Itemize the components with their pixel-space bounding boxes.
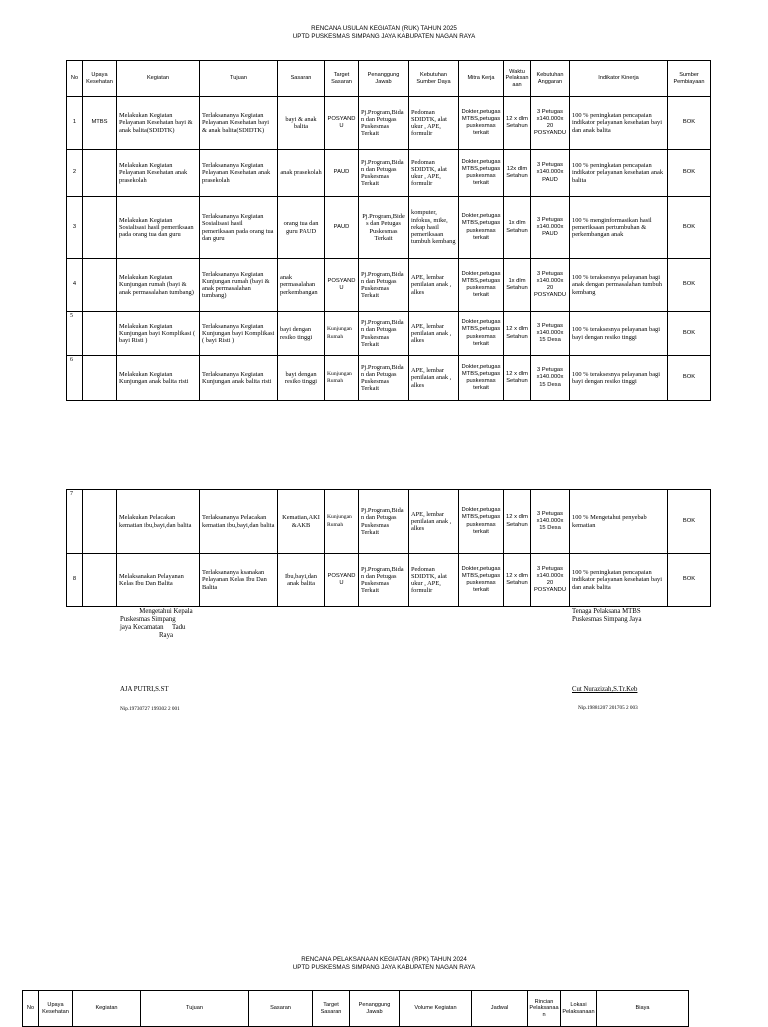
cell-mitra: Dokter,petugas MTBS,petugas puskesmas terkait [459, 97, 504, 150]
cell-kegiatan: Melakukan Kegiatan Sosialisasi hasil pemeriksaan pada orang tua dan guru [117, 197, 200, 259]
cell-anggaran: 3 Petugas x140.000x PAUD [531, 150, 570, 197]
cell-anggaran: 3 Petugas x140.000x PAUD [531, 197, 570, 259]
header-pembiayaan: Sumber Pembiayaan [668, 61, 711, 97]
cell-tujuan: Terlaksananya Pelacakan kematian ibu,bayi,dan balita [200, 490, 278, 554]
signature-left-name: AJA PUTRI,S.ST [120, 686, 169, 693]
header-target: Target Sasaran [325, 61, 359, 97]
cell-kegiatan: Melakukan Kegiatan Kunjungan rumah (bayi & anak permasalahan tumbang) [117, 259, 200, 312]
cell-upaya [83, 554, 117, 607]
rpk-header-kegiatan: Kegiatan [73, 991, 141, 1027]
cell-sasaran: bayi & anak balita [278, 97, 325, 150]
cell-upaya [83, 150, 117, 197]
cell-target: Kunjungan Rumah [325, 312, 359, 356]
rpk-header-jadwal: Jadwal [472, 991, 528, 1027]
ruk-header-row [67, 61, 711, 97]
header-kegiatan: Kegiatan [117, 61, 200, 97]
cell-pembiayaan: BOK [668, 197, 711, 259]
cell-upaya [83, 490, 117, 554]
cell-sasaran: bayi dengan resiko tinggi [278, 356, 325, 401]
rpk-header-upaya: Upaya Kesehatan [39, 991, 73, 1027]
signature-right-name: Cut Nurazizah,S.Tr.Keb [572, 686, 638, 693]
cell-anggaran: 3 Petugas x140.000x 15 Desa [531, 356, 570, 401]
signature-right-line2: Puskesmas Simpang Jaya [572, 616, 642, 623]
header-pj: Penanggung Jawab [359, 61, 409, 97]
signature-left-line3: jaya Kecamatan Tadu [120, 624, 186, 631]
table-row [67, 312, 711, 356]
ruk-table-continued [66, 489, 711, 607]
cell-upaya [83, 259, 117, 312]
signature-left-nip: Nip.19730727 199302 2 001 [120, 706, 180, 712]
cell-sasaran: anak prasekolah [278, 150, 325, 197]
cell-indikator: 100 % teraksesnya pelayanan bagi bayi dengan resiko tinggi [570, 312, 668, 356]
signature-left-line2: Puskesmas Simpang [120, 616, 176, 623]
cell-kegiatan: Melaksanakan Pelayanan Kelas Ibu Dan Balita [117, 554, 200, 607]
cell-no: 8 [67, 554, 83, 607]
cell-anggaran: 3 Petugas x140.000x 15 Desa [531, 490, 570, 554]
signature-left-line4: Raya [159, 632, 173, 639]
rpk-title-line2: UPTD PUSKESMAS SIMPANG JAYA KABUPATEN NAGAN RAYA [292, 964, 476, 971]
cell-mitra: Dokter,petugas MTBS,petugas puskesmas terkait [459, 312, 504, 356]
cell-pembiayaan: BOK [668, 312, 711, 356]
rpk-title-line1: RENCANA PELAKSANAAN KEGIATAN (RPK) TAHUN 2024 [301, 956, 467, 963]
cell-pj: Pj.Program,Bidan dan Petugas Puskesmas Terkait [359, 259, 409, 312]
cell-pj: Pj.Program,Bides dan Petugas Puskesmas Terkait [359, 197, 409, 259]
cell-upaya [83, 356, 117, 401]
cell-waktu: 1x dlm Setahun [504, 197, 531, 259]
cell-tujuan: Terlaksananya Kegiatan Pelayanan Kesehatan anak prasekolah [200, 150, 278, 197]
rpk-header-biaya: Biaya [597, 991, 689, 1027]
cell-pembiayaan: BOK [668, 356, 711, 401]
ruk-table [66, 60, 711, 401]
cell-waktu: 12x dlm Setahun [504, 150, 531, 197]
cell-target: PAUD [325, 150, 359, 197]
header-no: No [67, 61, 83, 97]
signature-right-nip: Nip.19881207 201705 2 003 [578, 705, 638, 711]
cell-indikator: 100 % peningkatan pencapaian indikator pelayanan kesehatan bayi dan anak balita [570, 97, 668, 150]
cell-target: Kunjungan Rumah [325, 356, 359, 401]
cell-upaya [83, 197, 117, 259]
cell-sumber: komputer, infokus, mike, rekap hasil pemeriksaan tumbuh kembang [409, 197, 459, 259]
cell-pembiayaan: BOK [668, 259, 711, 312]
header-waktu: Waktu Pelaksanaan [504, 61, 531, 97]
cell-mitra: Dokter,petugas MTBS,petugas puskesmas terkait [459, 259, 504, 312]
cell-waktu: 12 x dlm Setahun [504, 356, 531, 401]
cell-indikator: 100 % Mengetahui penyebab kematian [570, 490, 668, 554]
cell-mitra: Dokter,petugas MTBS,petugas puskesmas terkait [459, 554, 504, 607]
cell-kegiatan: Melakukan Kegiatan Kunjungan anak balita risti [117, 356, 200, 401]
cell-no: 3 [67, 197, 83, 259]
header-sasaran: Sasaran [278, 61, 325, 97]
cell-pj: Pj.Program,Bidan dan Petugas Puskesmas Terkait [359, 150, 409, 197]
rpk-title [0, 956, 768, 972]
cell-kegiatan: Melakukan Kegiatan Pelayanan Kesehatan anak prasekolah [117, 150, 200, 197]
cell-anggaran: 3 Petugas x140.000x 20 POSYANDU [531, 97, 570, 150]
cell-mitra: Dokter,petugas MTBS,petugas puskesmas terkait [459, 356, 504, 401]
ruk-title-line1: RENCANA USULAN KEGIATAN (RUK) TAHUN 2025 [311, 25, 457, 32]
cell-indikator: 100 % peningkatan pencapaian indikator pelayanan kesehatan anak balita [570, 150, 668, 197]
cell-sumber: APE, lembar penilaian anak , alkes [409, 312, 459, 356]
cell-no: 1 [67, 97, 83, 150]
cell-pembiayaan: BOK [668, 490, 711, 554]
cell-tujuan: Terlaksananya Kegiatan Pelayanan Kesehatan bayi & anak balita(SDIDTK) [200, 97, 278, 150]
signature-left-line1: Mengetahui Kepala [139, 608, 193, 615]
rpk-header-pj: Penanggung Jawab [350, 991, 400, 1027]
cell-upaya: MTBS [83, 97, 117, 150]
signature-left-heading [120, 608, 212, 640]
cell-target: POSYANDU [325, 259, 359, 312]
table-row [67, 356, 711, 401]
header-anggaran: Kebutuhan Anggaran [531, 61, 570, 97]
cell-indikator: 100 % teraksesnya pelayanan bagi bayi dengan resiko tinggi [570, 356, 668, 401]
cell-target: Kunjungan Rumah [325, 490, 359, 554]
rpk-header-tujuan: Tujuan [141, 991, 249, 1027]
cell-upaya [83, 312, 117, 356]
cell-indikator: 100 % menginformasikan hasil pemeriksaan pertumbuhan & perkembangan anak [570, 197, 668, 259]
header-mitra: Mitra Kerja [459, 61, 504, 97]
cell-sasaran: orang tua dan guru PAUD [278, 197, 325, 259]
rpk-header-volume: Volume Kegiatan [400, 991, 472, 1027]
cell-no: 2 [67, 150, 83, 197]
cell-tujuan: Terlaksananya Kegiatan Kunjungan bayi Komplikasi ( bayi Risti ) [200, 312, 278, 356]
table-row [67, 150, 711, 197]
table-row [67, 490, 711, 554]
cell-pj: Pj.Program,Bidan dan Petugas Puskesmas Terkait [359, 97, 409, 150]
cell-pj: Pj.Program,Bidan dan Petugas Puskesmas Terkait [359, 554, 409, 607]
cell-pembiayaan: BOK [668, 97, 711, 150]
header-tujuan: Tujuan [200, 61, 278, 97]
cell-tujuan: Terlaksananya Kegiatan Kunjungan anak balita risti [200, 356, 278, 401]
cell-pj: Pj.Program,Bidan dan Petugas Puskesmas Terkait [359, 312, 409, 356]
cell-tujuan: Terlaksananya ksanakan Pelayanan Kelas Ibu Dan Balita [200, 554, 278, 607]
table-row [67, 97, 711, 150]
cell-anggaran: 3 Petugas x140.000x 20 POSYANDU [531, 259, 570, 312]
signature-right-heading [572, 608, 641, 624]
cell-sasaran: Ibu,bayi,dan anak balita [278, 554, 325, 607]
rpk-header-row [23, 991, 689, 1027]
rpk-header-rincian: Rincian Pelaksanaan [528, 991, 561, 1027]
cell-target: POSYANDU [325, 97, 359, 150]
cell-anggaran: 3 Petugas x140.000x 20 POSYANDU [531, 554, 570, 607]
cell-tujuan: Terlaksananya Kegiatan Kunjungan rumah (bayi & anak permasalahan tumbang) [200, 259, 278, 312]
cell-sumber: Pedoman SDIDTK, alat ukur , APE, formulir [409, 554, 459, 607]
cell-sasaran: Kematian,AKI &AKB [278, 490, 325, 554]
cell-indikator: 100 % peningkatan pencapaian indikator pelayanan kesehatan bayi dan anak balita [570, 554, 668, 607]
table-row [67, 197, 711, 259]
cell-pj: Pj.Program,Bidan dan Petugas Puskesmas Terkait [359, 490, 409, 554]
cell-no: 5 [67, 312, 83, 356]
table-row [67, 259, 711, 312]
cell-kegiatan: Melakukan Kegiatan Pelayanan Kesehatan bayi & anak balita(SDIDTK) [117, 97, 200, 150]
cell-mitra: Dokter,petugas MTBS,petugas puskesmas terkait [459, 197, 504, 259]
header-sumber: Kebutuhan Sumber Daya [409, 61, 459, 97]
cell-tujuan: Terlaksananya Kegiatan Sosialisasi hasil pemeriksaan pada orang tua dan guru [200, 197, 278, 259]
cell-kegiatan: Melakukan Pelacakan kematian ibu,bayi,dan balita [117, 490, 200, 554]
signature-right-line1: Tenaga Pelaksana MTBS [572, 608, 641, 615]
rpk-header-target: Target Sasaran [313, 991, 350, 1027]
cell-sumber: APE, lembar penilaian anak , alkes [409, 490, 459, 554]
rpk-header-sasaran: Sasaran [249, 991, 313, 1027]
cell-mitra: Dokter,petugas MTBS,petugas puskesmas terkait [459, 490, 504, 554]
cell-waktu: 12 x dlm Setahun [504, 312, 531, 356]
cell-no: 7 [67, 490, 83, 554]
cell-pembiayaan: BOK [668, 150, 711, 197]
cell-mitra: Dokter,petugas MTBS,petugas puskesmas terkait [459, 150, 504, 197]
cell-indikator: 100 % teraksesnya pelayanan bagi anak dengan permasalahan tumbuh kembang [570, 259, 668, 312]
cell-sasaran: bayi dengan resiko tinggi [278, 312, 325, 356]
cell-kegiatan: Melakukan Kegiatan Kunjungan bayi Komplikasi ( bayi Risti ) [117, 312, 200, 356]
cell-sumber: Pedoman SDIDTK, alat ukur , APE, formulir [409, 150, 459, 197]
cell-pj: Pj.Program,Bidan dan Petugas Puskesmas Terkait [359, 356, 409, 401]
ruk-title-line2: UPTD PUSKESMAS SIMPANG JAYA KABUPATEN NAGAN RAYA [292, 33, 476, 40]
cell-anggaran: 3 Petugas x140.000x 15 Desa [531, 312, 570, 356]
cell-waktu: 12 x dlm Setahun [504, 97, 531, 150]
rpk-header-no: No [23, 991, 39, 1027]
cell-target: POSYANDU [325, 554, 359, 607]
cell-pembiayaan: BOK [668, 554, 711, 607]
cell-no: 4 [67, 259, 83, 312]
header-upaya: Upaya Kesehatan [83, 61, 117, 97]
cell-waktu: 12 x dlm Setahun [504, 554, 531, 607]
cell-sumber: APE, lembar penilaian anak , alkes [409, 259, 459, 312]
cell-waktu: 12 x dlm Setahun [504, 490, 531, 554]
cell-sumber: APE, lembar penilaian anak , alkes [409, 356, 459, 401]
ruk-title [0, 25, 768, 41]
cell-sasaran: anak permasalahan perkembangan [278, 259, 325, 312]
cell-sumber: Pedoman SDIDTK, alat ukur , APE, formulir [409, 97, 459, 150]
rpk-table [22, 990, 689, 1027]
cell-no: 6 [67, 356, 83, 401]
cell-waktu: 1x dlm Setahun [504, 259, 531, 312]
header-indikator: Indikator Kinerja [570, 61, 668, 97]
table-row [67, 554, 711, 607]
rpk-header-lokasi: Lokasi Pelaksanaan [561, 991, 597, 1027]
cell-target: PAUD [325, 197, 359, 259]
